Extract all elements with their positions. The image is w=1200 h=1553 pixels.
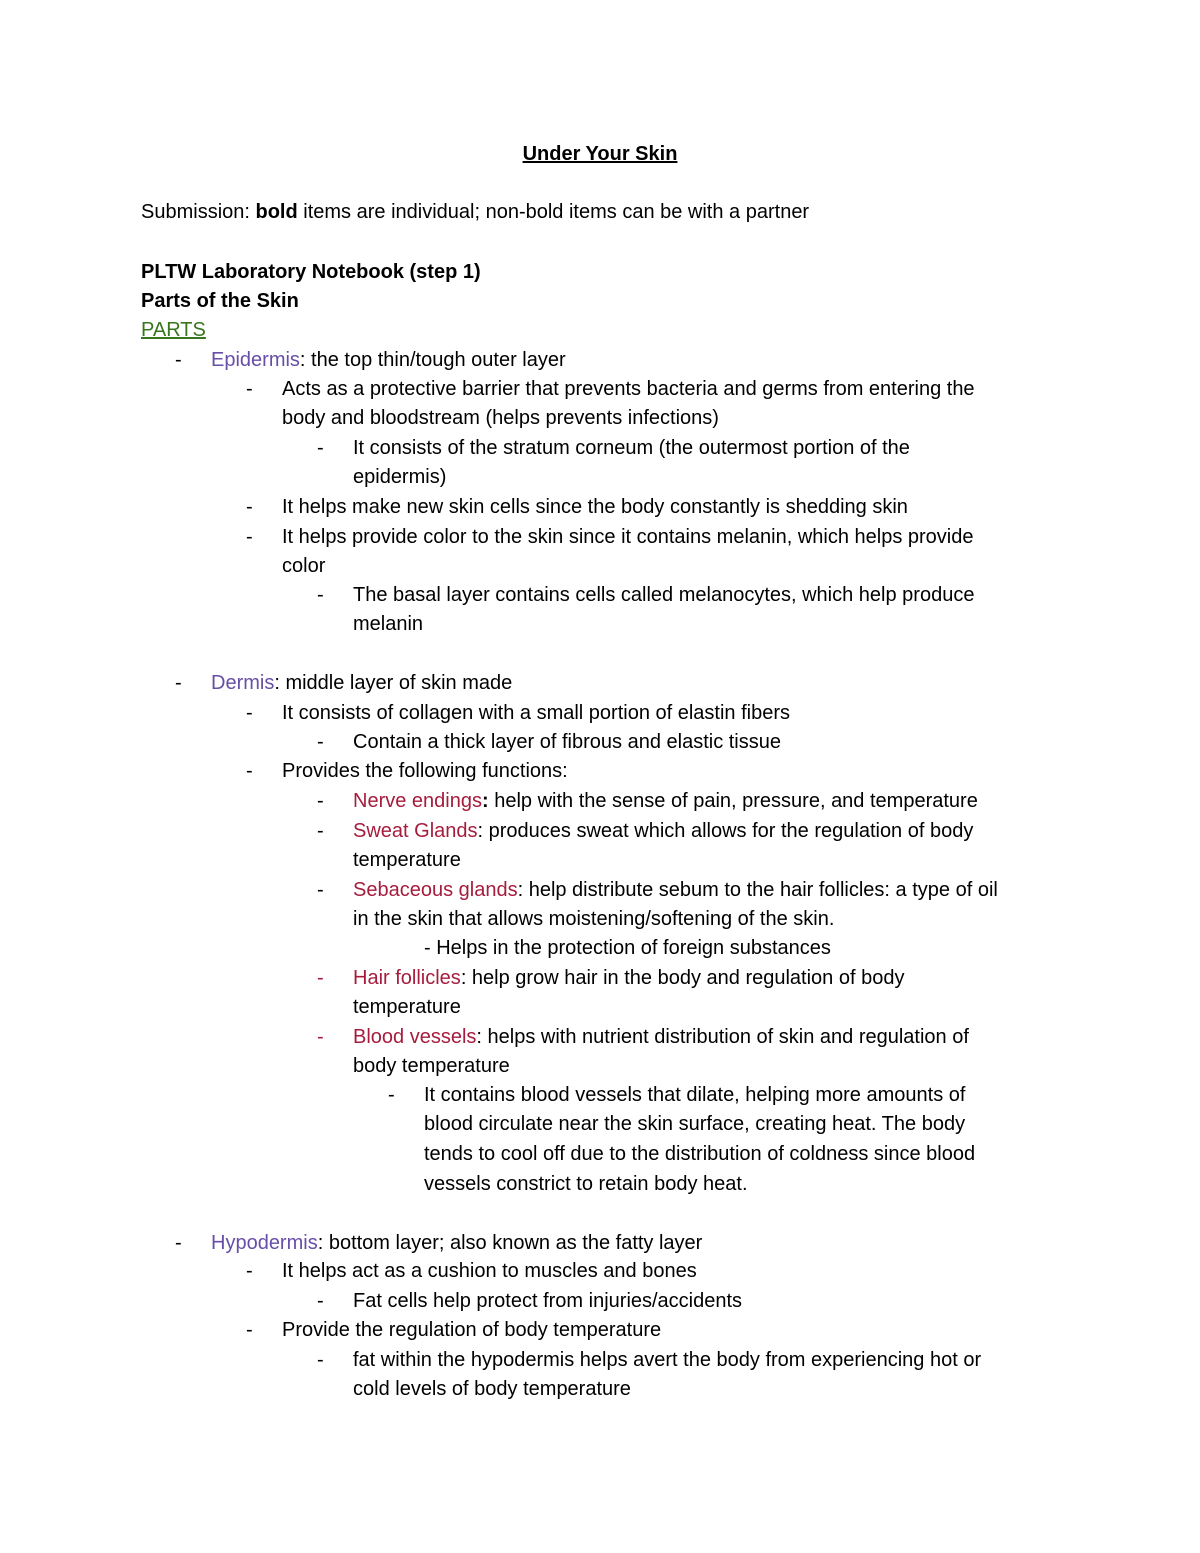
submission-prefix: Submission: <box>141 201 256 223</box>
bullet-dash: - <box>175 672 182 694</box>
sweat-glands-desc: : produces sweat which allows for the regulation of body <box>477 820 974 842</box>
dermis-term: Dermis <box>211 672 275 694</box>
bullet-dash: - <box>317 731 324 753</box>
bullet-dash: - <box>388 1084 395 1106</box>
hypodermis-point-2: Provide the regulation of body temperature <box>282 1319 662 1341</box>
bullet-dash: - <box>246 378 253 400</box>
submission-bold-word: bold <box>255 201 298 223</box>
nerve-endings-desc: help with the sense of pain, pressure, and temperature <box>488 790 978 812</box>
nerve-endings-colon: : <box>481 790 489 812</box>
epidermis-point-3a-line-2: melanin <box>353 613 424 635</box>
bullet-dash: - <box>246 702 253 724</box>
dermis-point-1: It consists of collagen with a small portion of elastin fibers <box>282 702 791 724</box>
blood-vessels-sub-line-3: tends to cool off due to the distribution of coldness since blood <box>424 1143 976 1165</box>
blood-vessels-sub-line-4: vessels constrict to retain body heat. <box>424 1173 748 1195</box>
epidermis-term: Epidermis <box>211 349 300 371</box>
hypodermis-term: Hypodermis <box>211 1232 318 1254</box>
bullet-dash: - <box>246 1260 253 1282</box>
dermis-desc: : middle layer of skin made <box>274 672 513 694</box>
dermis-point-1a: Contain a thick layer of fibrous and elastic tissue <box>353 731 781 753</box>
bullet-dash: - <box>317 820 324 842</box>
epidermis-point-3-line-2: color <box>282 555 326 577</box>
bullet-dash: - <box>246 760 253 782</box>
sweat-glands-line-2: temperature <box>353 849 461 871</box>
hypodermis-desc: : bottom layer; also known as the fatty layer <box>317 1232 703 1254</box>
epidermis-point-1-line-1: Acts as a protective barrier that prevents bacteria and germs from entering the <box>282 378 975 400</box>
sebaceous-glands-line <box>353 876 998 906</box>
nerve-endings-term: Nerve endings <box>353 790 482 812</box>
sebaceous-glands-line-2: in the skin that allows moistening/softening of the skin. <box>353 908 835 930</box>
blood-vessels-term: Blood vessels <box>353 1026 477 1048</box>
submission-line <box>141 198 809 228</box>
blood-vessels-line-2: body temperature <box>353 1055 510 1077</box>
sweat-glands-term: Sweat Glands <box>353 820 478 842</box>
epidermis-point-3-line-1: It helps provide color to the skin since it contains melanin, which helps provide <box>282 526 974 548</box>
bullet-dash: - <box>246 526 253 548</box>
bullet-dash: - <box>317 584 324 606</box>
hypodermis-point-2a-line-1: fat within the hypodermis helps avert the body from experiencing hot or <box>353 1349 982 1371</box>
bullet-dash: - <box>317 1290 324 1312</box>
epidermis-point-3a-line-1: The basal layer contains cells called melanocytes, which help produce <box>353 584 975 606</box>
bullet-dash: - <box>317 1349 324 1371</box>
hair-follicles-line-2: temperature <box>353 996 461 1018</box>
epidermis-point-1-line-2: body and bloodstream (helps prevents infections) <box>282 407 719 429</box>
sebaceous-glands-term: Sebaceous glands <box>353 879 518 901</box>
heading-notebook: PLTW Laboratory Notebook (step 1) <box>141 261 481 283</box>
bullet-dash: - <box>175 349 182 371</box>
dermis-point-2: Provides the following functions: <box>282 760 568 782</box>
epidermis-line <box>211 346 566 376</box>
epidermis-point-2: It helps make new skin cells since the body constantly is shedding skin <box>282 496 908 518</box>
nerve-endings-line <box>353 787 978 817</box>
epidermis-point-1a-line-2: epidermis) <box>353 466 447 488</box>
dermis-line <box>211 669 512 699</box>
hair-follicles-term: Hair follicles <box>353 967 461 989</box>
hypodermis-point-1a: Fat cells help protect from injuries/accidents <box>353 1290 743 1312</box>
bullet-dash: - <box>317 437 324 459</box>
bullet-dash: - <box>317 790 324 812</box>
bullet-dash: - <box>246 496 253 518</box>
bullet-dash: - <box>317 1026 324 1048</box>
epidermis-desc: : the top thin/tough outer layer <box>299 349 566 371</box>
blood-vessels-desc: : helps with nutrient distribution of skin and regulation of <box>476 1026 969 1048</box>
heading-parts-of-skin: Parts of the Skin <box>141 290 299 312</box>
parts-link[interactable]: PARTS <box>141 319 206 341</box>
epidermis-point-1a-line-1: It consists of the stratum corneum (the outermost portion of the <box>353 437 910 459</box>
blood-vessels-line <box>353 1023 969 1053</box>
hypodermis-line <box>211 1229 702 1259</box>
bullet-dash: - <box>317 879 324 901</box>
bullet-dash: - <box>246 1319 253 1341</box>
blood-vessels-sub-line-1: It contains blood vessels that dilate, helping more amounts of <box>424 1084 966 1106</box>
blood-vessels-sub-line-2: blood circulate near the skin surface, creating heat. The body <box>424 1113 966 1135</box>
sebaceous-glands-desc: : help distribute sebum to the hair follicles: a type of oil <box>517 879 998 901</box>
hypodermis-point-2a-line-2: cold levels of body temperature <box>353 1378 631 1400</box>
hair-follicles-line <box>353 964 904 994</box>
sebaceous-glands-sub-point: - Helps in the protection of foreign substances <box>424 937 831 959</box>
bullet-dash: - <box>175 1232 182 1254</box>
page-title: Under Your Skin <box>522 143 678 165</box>
bullet-dash: - <box>317 967 324 989</box>
sweat-glands-line <box>353 817 973 847</box>
submission-rest: items are individual; non-bold items can be with a partner <box>297 201 810 223</box>
hair-follicles-desc: : help grow hair in the body and regulation of body <box>460 967 905 989</box>
hypodermis-point-1: It helps act as a cushion to muscles and bones <box>282 1260 697 1282</box>
